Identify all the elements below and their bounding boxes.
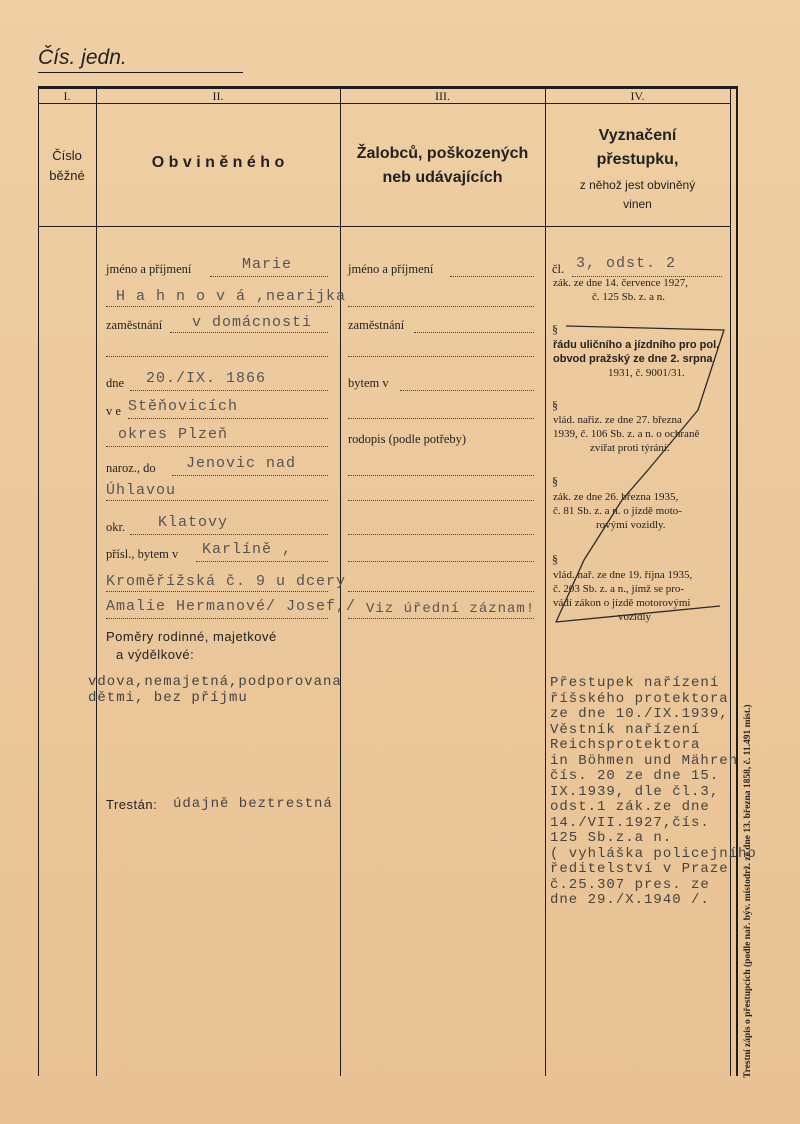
col-border-outer: [736, 86, 738, 1076]
offense-law2-section: §: [552, 322, 558, 336]
col3-number: III.: [435, 89, 450, 103]
offense-law5-line4: vozidly: [618, 611, 651, 623]
col1-number: I.: [63, 89, 71, 103]
offense-typed-line: 125 Sb.z.a n.: [550, 830, 673, 846]
plaintiff-occupation-dots: [414, 332, 534, 333]
accused-residence-dots: [196, 561, 328, 562]
accused-birth-district: okres Plzeň: [118, 426, 229, 443]
offense-typed-line: IX.1939, dle čl.3,: [550, 783, 720, 800]
offense-law1-line2: č. 125 Sb. z. a n.: [592, 291, 666, 303]
offense-article-label: čl.: [552, 262, 565, 276]
col-border-5: [730, 86, 731, 1076]
plaintiff-bio-label: rodopis (podle potřeby): [348, 432, 467, 446]
plaintiff-line11-dots: [348, 561, 534, 562]
offense-typed-line: ředitelství v Praze: [550, 861, 729, 877]
plaintiff-name-label: jméno a příjmení: [348, 262, 434, 276]
accused-native-place2-dots: [106, 500, 328, 501]
case-number-label: Čís. jedn.: [38, 46, 127, 69]
plaintiff-residence-dots: [400, 390, 534, 391]
offense-law4-section: §: [552, 474, 558, 488]
offense-typed-line: Reichsprotektora: [550, 737, 701, 753]
offense-law4-line3: rovými vozidly.: [596, 519, 666, 531]
accused-record-label: Trestán:: [106, 797, 158, 812]
plaintiff-line12-dots: [348, 591, 534, 592]
offense-typed-line: 14./VII.1927,čís.: [550, 814, 710, 831]
accused-birth-date-dots: [130, 390, 328, 391]
offense-law5-section: §: [552, 552, 558, 566]
accused-district: Klatovy: [158, 514, 229, 531]
offense-law1-line1: zák. ze dne 14. července 1927,: [553, 277, 688, 289]
accused-birth-date-label: dne: [106, 376, 125, 390]
offense-typed-line: Přestupek nařízení: [550, 675, 720, 691]
offense-law3-line2: 1939, č. 106 Sb. z. a n. o ochraně: [553, 428, 700, 440]
accused-family-label: Poměry rodinné, majetkové a výdělkové:: [106, 629, 277, 662]
accused-blank-dots: [106, 356, 328, 357]
offense-law5-line1: vlád. nař. ze dne 19. října 1935,: [553, 569, 693, 581]
col4-number: IV.: [630, 89, 645, 103]
accused-name-dots: [210, 276, 328, 277]
offense-typed-line: čís. 20 ze dne 15.: [550, 768, 720, 784]
col-border-4: [545, 86, 546, 1076]
plaintiff-line9-dots: [348, 500, 534, 501]
accused-district-dots: [130, 534, 328, 535]
accused-residence2-dots: [106, 591, 328, 592]
offense-article-value: 3, odst. 2: [576, 255, 677, 272]
side-note: Trestní zápis o přestupcích (podle nař. býv. místodrž. ze dne 13. března 1858, č. 11.491 míst.): [743, 704, 753, 1078]
offense-law4-line2: č. 81 Sb. z. a n. o jízdě moto-: [553, 505, 682, 517]
offense-typed-line: č.25.307 pres. ze: [550, 876, 710, 893]
col1-title: Číslo běžné: [49, 148, 85, 183]
offense-typed-line: odst.1 zák.ze dne: [550, 799, 710, 815]
plaintiff-name-dots: [450, 276, 534, 277]
accused-birth-district-dots: [106, 446, 328, 447]
accused-birth-place-dots: [128, 418, 328, 419]
accused-native-dots: [172, 475, 328, 476]
col2-title: O b v i n ě n é h o: [151, 154, 285, 171]
accused-family-line1: vdova,nemajetná,podporovana: [88, 674, 342, 690]
accused-surname: H a h n o v á ,nearijka: [116, 288, 347, 305]
offense-law4-line1: zák. ze dne 26. března 1935,: [553, 491, 679, 503]
accused-residence-label: přísl., bytem v: [106, 547, 179, 561]
offense-typed-line: Věstník nařízení: [550, 721, 701, 738]
accused-name-label: jméno a příjmení: [106, 262, 192, 276]
accused-surname-dots: [106, 306, 332, 307]
plaintiff-line2-dots: [348, 306, 534, 307]
accused-native-place2: Úhlavou: [106, 482, 177, 499]
accused-occupation: v domácnosti: [192, 314, 313, 331]
offense-typed-line: in Böhmen und Mähren: [550, 752, 739, 769]
accused-residence2: Kroměřížská č. 9 u dcery: [106, 573, 347, 590]
plaintiff-line13-dots: [348, 618, 534, 619]
accused-occupation-label: zaměstnání: [106, 318, 163, 332]
accused-record: údajně beztrestná: [173, 796, 333, 812]
plaintiff-line6-dots: [348, 418, 534, 419]
plaintiff-line10-dots: [348, 534, 534, 535]
col3-title: Žalobců, poškozených neb udávajících: [356, 145, 529, 186]
header-bottom-line: [38, 226, 730, 227]
plaintiff-occupation-label: zaměstnání: [348, 318, 405, 332]
accused-birth-date: 20./IX. 1866: [146, 370, 267, 387]
col2-number: II.: [212, 89, 224, 103]
offense-typed-line: dne 29./X.1940 /.: [550, 892, 710, 908]
accused-residence: Karlíně ,: [202, 541, 293, 558]
col-border-1: [38, 86, 39, 1076]
offense-typed-line: ze dne 10./IX.1939,: [550, 706, 729, 722]
plaintiff-residence-label: bytem v: [348, 376, 389, 390]
accused-native-place: Jenovic nad: [186, 455, 297, 472]
offense-law3-line1: vlád. nařiz. ze dne 27. března: [553, 414, 682, 426]
offense-law2-line3: 1931, č. 9001/31.: [608, 367, 685, 379]
accused-residence3-dots: [106, 618, 328, 619]
offense-law3-section: §: [552, 398, 558, 412]
case-number-line: [38, 72, 243, 73]
accused-family-line2: dětmi, bez příjmu: [88, 690, 248, 706]
offense-law3-line3: zvířat proti týrání.: [590, 442, 670, 454]
col4-title: Vyznačení přestupku, z něhož jest obviněný vinen: [579, 127, 696, 211]
accused-district-label: okr.: [106, 520, 126, 534]
col-border-2: [96, 86, 97, 1076]
plaintiff-line8-dots: [348, 475, 534, 476]
plaintiff-line4-dots: [348, 356, 534, 357]
offense-law5-line3: vádí zákon o jízdě motorovými: [553, 597, 691, 609]
offense-law5-line2: č. 203 Sb. z. a n., jímž se pro-: [553, 583, 685, 595]
accused-occupation-dots: [170, 332, 328, 333]
offense-typed-description: [550, 676, 757, 909]
accused-residence3: Amalie Hermanové/ Josef,/: [106, 598, 357, 615]
offense-law2-line2: obvod pražský ze dne 2. srpna: [553, 353, 713, 365]
accused-birth-place: Stěňovicích: [128, 398, 239, 415]
plaintiff-note: Viz úřední záznam!: [366, 601, 536, 617]
accused-native-label: naroz., do: [106, 461, 156, 475]
accused-birth-prefix: v e: [106, 404, 121, 418]
offense-law2-line1: řádu uličního a jízdního pro pol.: [553, 339, 720, 351]
offense-typed-line: ( vyhláška policejního: [550, 845, 757, 862]
offense-typed-line: říšského protektora: [550, 690, 729, 707]
accused-first-name: Marie: [242, 256, 293, 273]
